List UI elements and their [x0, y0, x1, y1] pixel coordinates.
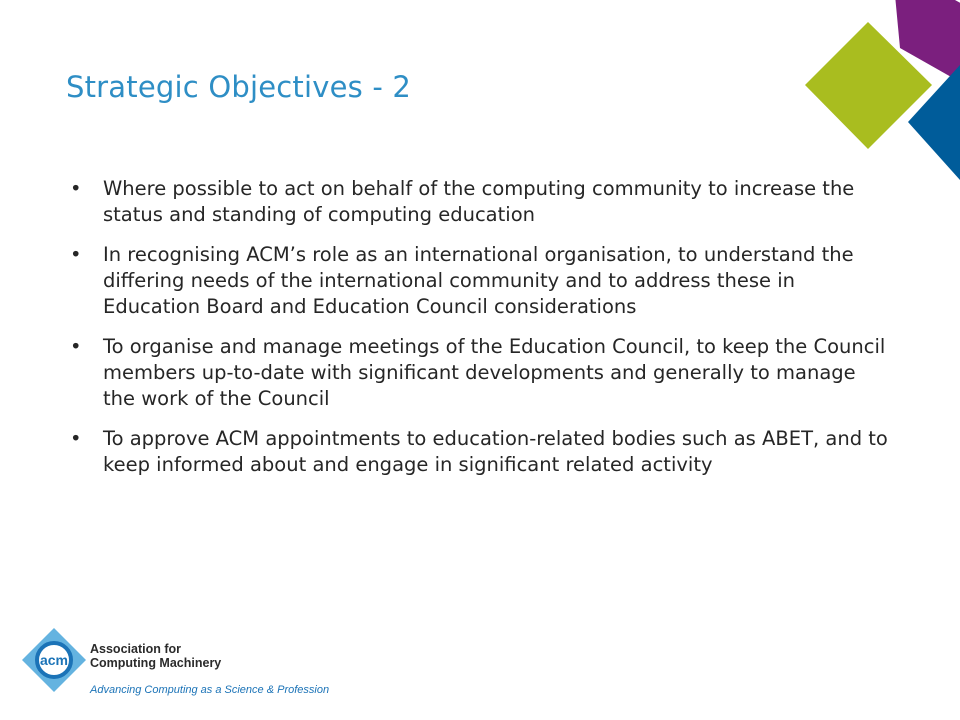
acm-mark-text: acm	[39, 652, 69, 668]
bullet-marker: •	[70, 177, 82, 200]
logo-name-line2: Computing Machinery	[90, 656, 222, 670]
bullet-marker: •	[70, 427, 82, 450]
bullet-text: Where possible to act on behalf of the computing community to increase the status and standing of computing education	[103, 177, 855, 226]
acm-logo-icon	[20, 626, 88, 694]
objectives-list	[70, 176, 890, 492]
bullet-text: In recognising ACM’s role as an international organisation, to understand the differing needs of the international community and to address these in Education Board and Education Council considerations	[103, 243, 854, 318]
slide-title: Strategic Objectives - 2	[66, 70, 412, 104]
list-item	[70, 426, 890, 478]
list-item	[70, 242, 890, 320]
bullet-marker: •	[70, 243, 82, 266]
bullet-text: To approve ACM appointments to education-related bodies such as ABET, and to keep informed about and engage in significant related activity	[103, 427, 888, 476]
bullet-text: To organise and manage meetings of the Education Council, to keep the Council members up-to-date with significant developments and generally to manage the work of the Council	[103, 335, 886, 410]
logo-name-line1: Association for	[90, 642, 181, 656]
logo-tagline: Advancing Computing as a Science & Profession	[90, 684, 330, 696]
list-item	[70, 334, 890, 412]
bullet-marker: •	[70, 335, 82, 358]
list-item	[70, 176, 890, 228]
